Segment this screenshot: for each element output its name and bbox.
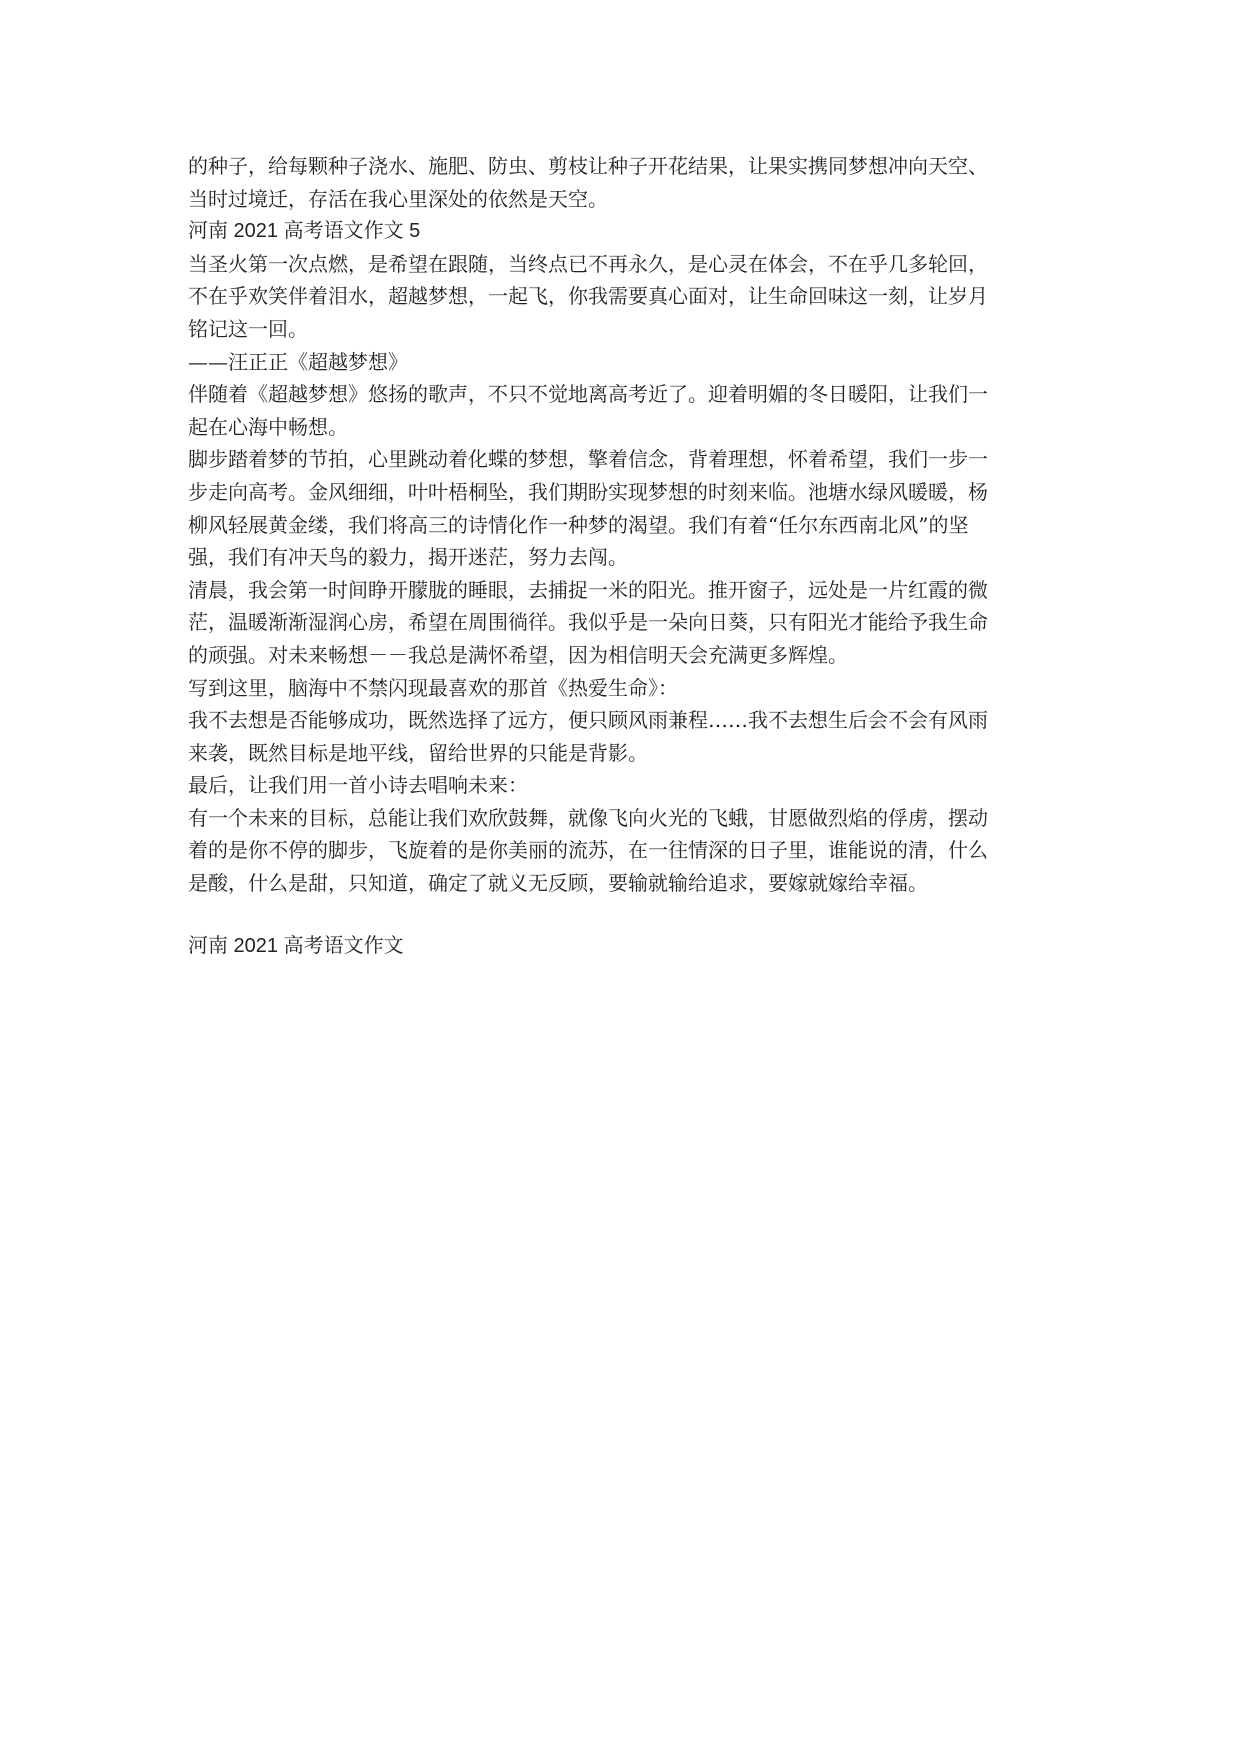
text-line: 有一个未来的目标，总能让我们欢欣鼓舞，就像飞向火光的飞蛾，甘愿做烈焰的俘虏，摆动 [188, 805, 988, 830]
text-line: 当圣火第一次点燃，是希望在跟随，当终点已不再永久，是心灵在体会，不在乎几多轮回， [188, 251, 988, 276]
text-line: 脚步踏着梦的节拍，心里跳动着化蝶的梦想，擎着信念，背着理想，怀着希望，我们一步一 [188, 447, 988, 472]
text-line: 茫，温暖渐渐湿润心房，希望在周围徜徉。我似乎是一朵向日葵，只有阳光才能给予我生命 [188, 610, 988, 635]
text-line: 起在心海中畅想。 [188, 414, 348, 439]
quote-attribution: ——汪正正《超越梦想》 [188, 349, 408, 374]
text-line: 写到这里，脑海中不禁闪现最喜欢的那首《热爱生命》： [188, 675, 678, 700]
text-line: 是酸，什么是甜，只知道，确定了就义无反顾，要输就输给追求，要嫁就嫁给幸福。 [188, 871, 928, 896]
text-line: 不在乎欢笑伴着泪水，超越梦想，一起飞，你我需要真心面对，让生命回味这一刻，让岁月 [188, 284, 988, 309]
text-line: 清晨，我会第一时间睁开朦胧的睡眼，去捕捉一米的阳光。推开窗子，远处是一片红霞的微 [188, 577, 988, 602]
text-line: 柳风轻展黄金缕，我们将高三的诗情化作一种梦的渴望。我们有着“任尔东西南北风”的坚 [188, 512, 969, 537]
section-heading: 河南 2021 高考语文作文 5 [188, 220, 421, 243]
text-line: 最后，让我们用一首小诗去唱响未来： [188, 773, 528, 798]
text-line: 铭记这一回。 [188, 316, 308, 341]
text-line: 着的是你不停的脚步，飞旋着的是你美丽的流苏，在一往情深的日子里，谁能说的清，什么 [188, 838, 988, 863]
text-line: 强，我们有冲天鸟的毅力，揭开迷茫，努力去闯。 [188, 545, 628, 570]
text-line: 步走向高考。金风细细，叶叶梧桐坠，我们期盼实现梦想的时刻来临。池塘水绿风暖暖，杨 [188, 479, 988, 504]
text-line: 伴随着《超越梦想》悠扬的歌声，不只不觉地离高考近了。迎着明媚的冬日暖阳，让我们一 [188, 382, 988, 407]
text-line: 的种子，给每颗种子浇水、施肥、防虫、剪枝让种子开花结果，让果实携同梦想冲向天空、 [188, 154, 988, 178]
text-line: 来袭，既然目标是地平线，留给世界的只能是背影。 [188, 740, 648, 765]
text-line: 我不去想是否能够成功，既然选择了远方，便只顾风雨兼程……我不去想生后会不会有风雨 [188, 708, 988, 733]
text-line: 的顽强。对未来畅想－－我总是满怀希望，因为相信明天会充满更多辉煌。 [188, 642, 848, 667]
footer-title: 河南 2021 高考语文作文 [188, 935, 404, 957]
essay-body [188, 150, 1068, 900]
text-line: 当时过境迁，存活在我心里深处的依然是天空。 [188, 186, 608, 211]
